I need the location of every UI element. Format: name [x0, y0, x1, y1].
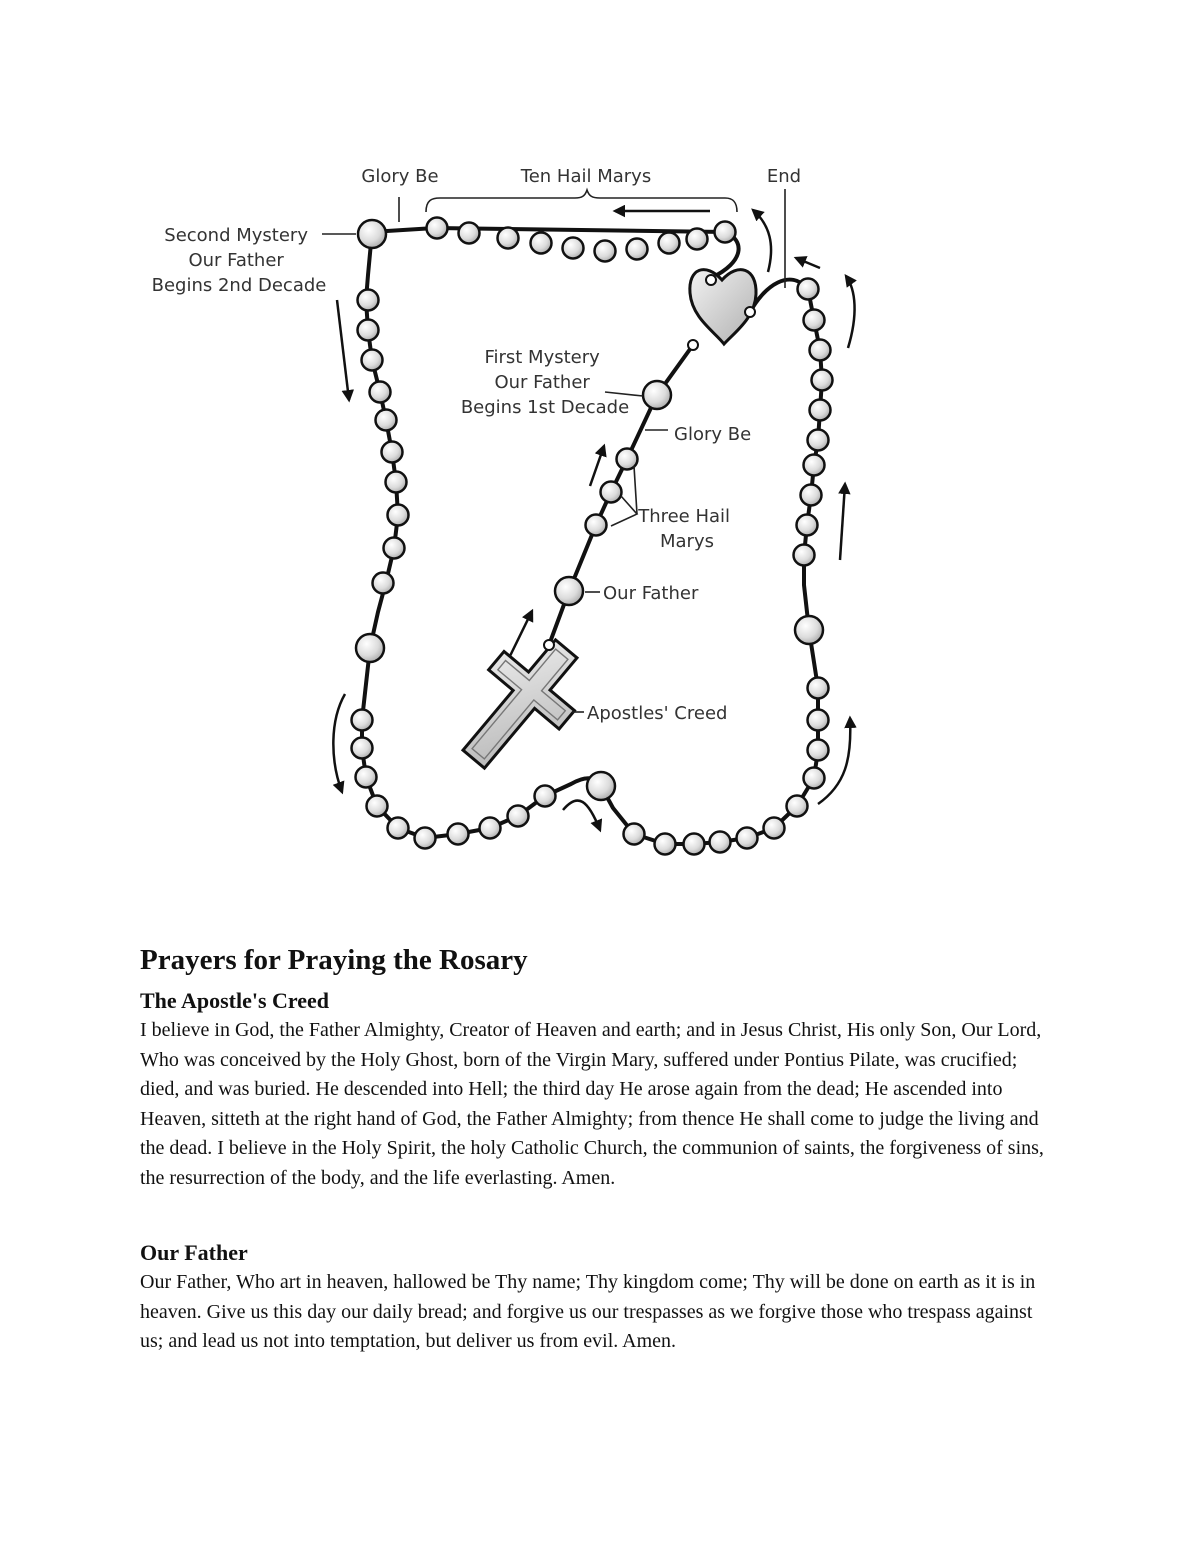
our-father-bead — [643, 381, 671, 409]
hail-mary-bead — [382, 442, 403, 463]
page-title: Prayers for Praying the Rosary — [140, 944, 528, 976]
hail-mary-bead — [794, 545, 815, 566]
hail-mary-bead — [812, 370, 833, 391]
hail-mary-bead — [595, 241, 616, 262]
hail-mary-bead — [415, 828, 436, 849]
hail-mary-bead — [384, 538, 405, 559]
hail-mary-bead — [808, 710, 829, 731]
hail-mary-bead — [687, 229, 708, 250]
label-three-hail-marys: Three Hail Marys — [638, 506, 731, 552]
hail-mary-bead — [586, 515, 607, 536]
heart-ring-right — [745, 307, 755, 317]
our-father-bead — [555, 577, 583, 605]
hail-mary-bead — [601, 482, 622, 503]
hail-mary-bead — [376, 410, 397, 431]
hail-mary-bead — [459, 223, 480, 244]
hail-mary-bead — [627, 239, 648, 260]
section-heading: The Apostle's Creed — [140, 988, 330, 1013]
label-glory-be-top: Glory Be — [361, 166, 439, 187]
section-heading: Our Father — [140, 1240, 248, 1265]
hail-mary-bead — [810, 400, 831, 421]
hail-mary-bead — [362, 350, 383, 371]
hail-mary-bead — [808, 740, 829, 761]
hail-mary-bead — [684, 834, 705, 855]
hail-mary-bead — [448, 824, 469, 845]
hail-mary-bead — [804, 455, 825, 476]
hail-mary-bead — [764, 818, 785, 839]
hail-mary-bead — [710, 832, 731, 853]
our-father-bead — [587, 772, 615, 800]
hail-mary-bead — [498, 228, 519, 249]
hail-mary-bead — [808, 430, 829, 451]
section-body: I believe in God, the Father Almighty, Creator of Heaven and earth; and in Jesus Christ, His only Son, Our Lord, Who was conceived by the Holy Ghost, born of the Virgin Mary, suffered under Pontius Pilate, was crucified; died, and was buried. He descended into Hell; the third day He arose again from the dead; He ascended into Heaven, sitteth at the right hand of God, the Father Almighty; from thence He shall come to judge the living and the dead. I believe in the Holy Spirit, the holy Catholic Church, the communion of saints, the forgiveness of sins, the resurrection of the body, and the life everlasting. Amen. — [140, 1019, 1044, 1189]
heart-ring-bottom — [688, 340, 698, 350]
label-end: End — [766, 166, 802, 187]
heart-centerpiece — [690, 270, 756, 344]
hail-mary-bead — [388, 818, 409, 839]
hail-mary-bead — [787, 796, 808, 817]
label-apostles-creed: Apostles' Creed — [587, 703, 728, 724]
creed-section — [140, 986, 1060, 1194]
crucifix — [438, 619, 601, 788]
hail-mary-bead — [480, 818, 501, 839]
hail-mary-bead — [624, 824, 645, 845]
label-our-father: Our Father — [603, 583, 699, 604]
hail-mary-bead — [358, 320, 379, 341]
hail-mary-bead — [356, 767, 377, 788]
hail-mary-bead — [563, 238, 584, 259]
hail-mary-bead — [655, 834, 676, 855]
hail-mary-bead — [659, 233, 680, 254]
hail-mary-bead — [810, 340, 831, 361]
hail-mary-bead — [804, 310, 825, 331]
hail-mary-bead — [715, 222, 736, 243]
hail-mary-bead — [352, 738, 373, 759]
hail-mary-bead — [508, 806, 529, 827]
hail-mary-bead — [535, 786, 556, 807]
hail-mary-bead — [388, 505, 409, 526]
section-body: Our Father, Who art in heaven, hallowed be Thy name; Thy kingdom come; Thy will be done on earth as it is in heaven. Give us this day our daily bread; and forgive us our trespasses as we forgive those who trespass against us; and lead us not into temptation, but deliver us from evil. Amen. — [140, 1271, 1036, 1353]
hail-mary-bead — [352, 710, 373, 731]
hail-mary-bead — [373, 573, 394, 594]
hail-mary-bead — [737, 828, 758, 849]
hail-mary-bead — [358, 290, 379, 311]
our-father-bead — [795, 616, 823, 644]
beads-group — [352, 218, 833, 855]
label-ten-hail-marys: Ten Hail Marys — [520, 166, 652, 187]
hail-mary-bead — [808, 678, 829, 699]
hail-mary-bead — [386, 472, 407, 493]
hail-mary-bead — [370, 382, 391, 403]
our-father-section — [140, 1238, 1060, 1357]
hail-mary-bead — [531, 233, 552, 254]
heart-ring-left — [706, 275, 716, 285]
crucifix-ring — [544, 640, 554, 650]
hail-mary-bead — [804, 768, 825, 789]
hail-mary-bead — [427, 218, 448, 239]
hail-mary-bead — [797, 515, 818, 536]
hail-mary-bead — [801, 485, 822, 506]
hail-mary-bead — [367, 796, 388, 817]
label-glory-be-stem: Glory Be — [674, 424, 752, 445]
hail-mary-bead — [798, 279, 819, 300]
our-father-bead — [356, 634, 384, 662]
label-second-mystery: Second Mystery Our Father Begins 2nd Decade — [151, 225, 327, 296]
our-father-bead — [358, 220, 386, 248]
label-first-mystery: First Mystery Our Father Begins 1st Decade — [460, 347, 630, 418]
